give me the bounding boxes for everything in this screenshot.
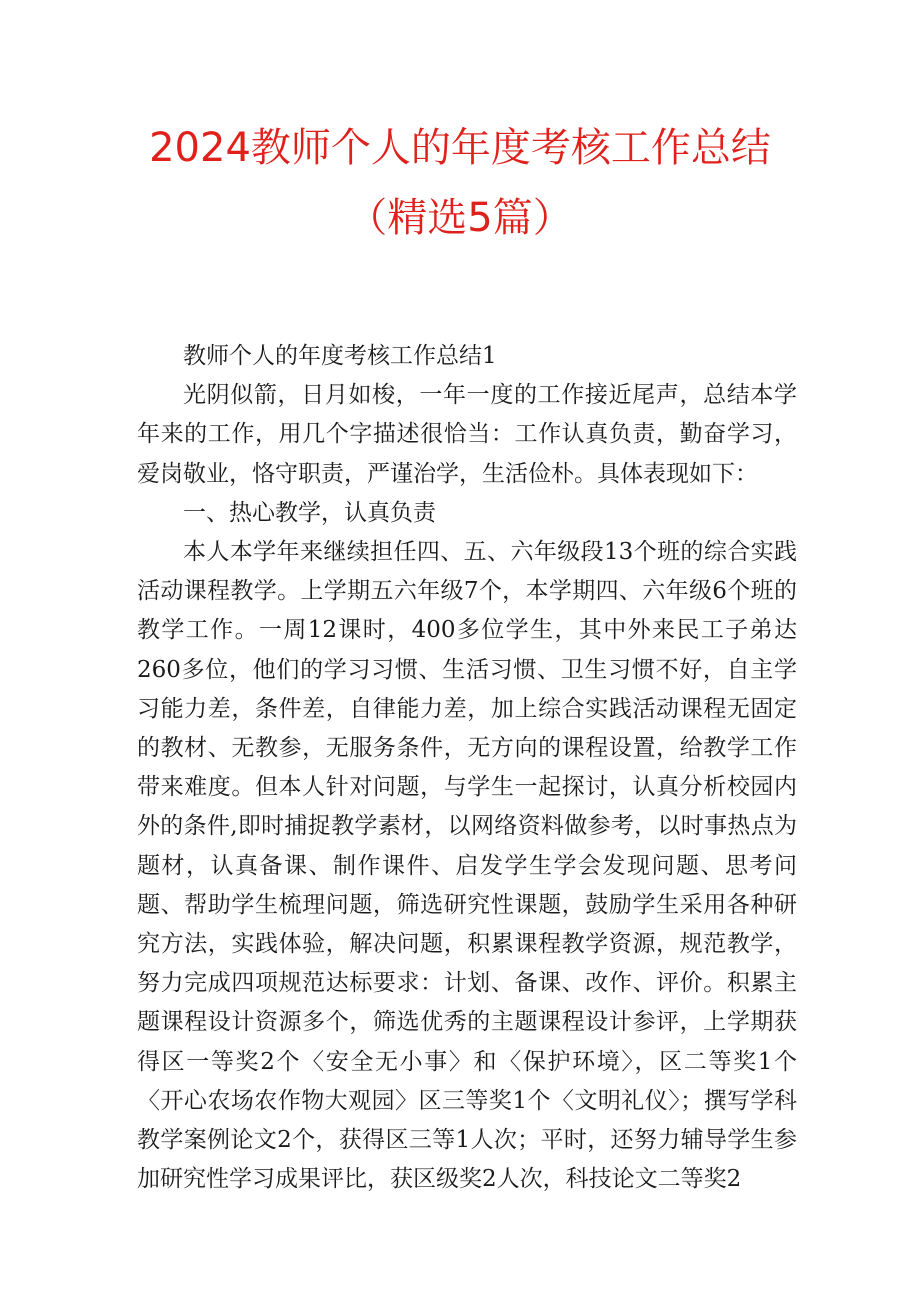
- section-heading: 教师个人的年度考核工作总结1: [183, 343, 497, 369]
- body-paragraph: 光阴似箭，日月如梭，一年一度的工作接近尾声，总结本学年来的工作，用几个字描述很恰当：工作认真负责，勤奋学习，爱岗敬业，恪守职责，严谨治学，生活俭朴。具体表现如下：: [137, 382, 797, 487]
- document-title: 2024教师个人的年度考核工作总结: [149, 125, 771, 171]
- body-paragraph: 本人本学年来继续担任四、五、六年级段13个班的综合实践活动课程教学。上学期五六年级7个，本学期四、六年级6个班的教学工作。一周12课时，400多位学生，其中外来民工子弟达260多位，他们的学习习惯、生活习惯、卫生习惯不好，自主学习能力差，条件差，自律能力差，加上综合实践活动课程无固定的教材、无教参，无服务条件，无方向的课程设置，给教学工作带来难度。但本人针对问题，与学生一起探讨，认真分析校园内外的条件,即时捕捉教学素材，以网络资料做参考，以时事热点为题材，认真备课、制作课件、启发学生学会发现问题、思考问题、帮助学生梳理问题，筛选研究性课题，鼓励学生采用各种研究方法，实践体验，解决问题，积累课程教学资源，规范教学，努力完成四项规范达标要求：计划、备课、改作、评价。积累主题课程设计资源多个，筛选优秀的主题课程设计参评，上学期获得区一等奖2个〈安全无小事〉和〈保护环境〉，区二等奖1个〈开心农场农作物大观园〉区三等奖1个〈文明礼仪〉；撰写学科教学案例论文2个，获得区三等1人次；平时，还努力辅导学生参加研究性学习成果评比，获区级奖2人次，科技论文二等奖2: [137, 539, 797, 1193]
- document-subtitle: （精选5篇）: [347, 195, 573, 241]
- document-body: [137, 337, 797, 1199]
- subsection-heading: 一、热心教学，认真负责: [183, 499, 436, 526]
